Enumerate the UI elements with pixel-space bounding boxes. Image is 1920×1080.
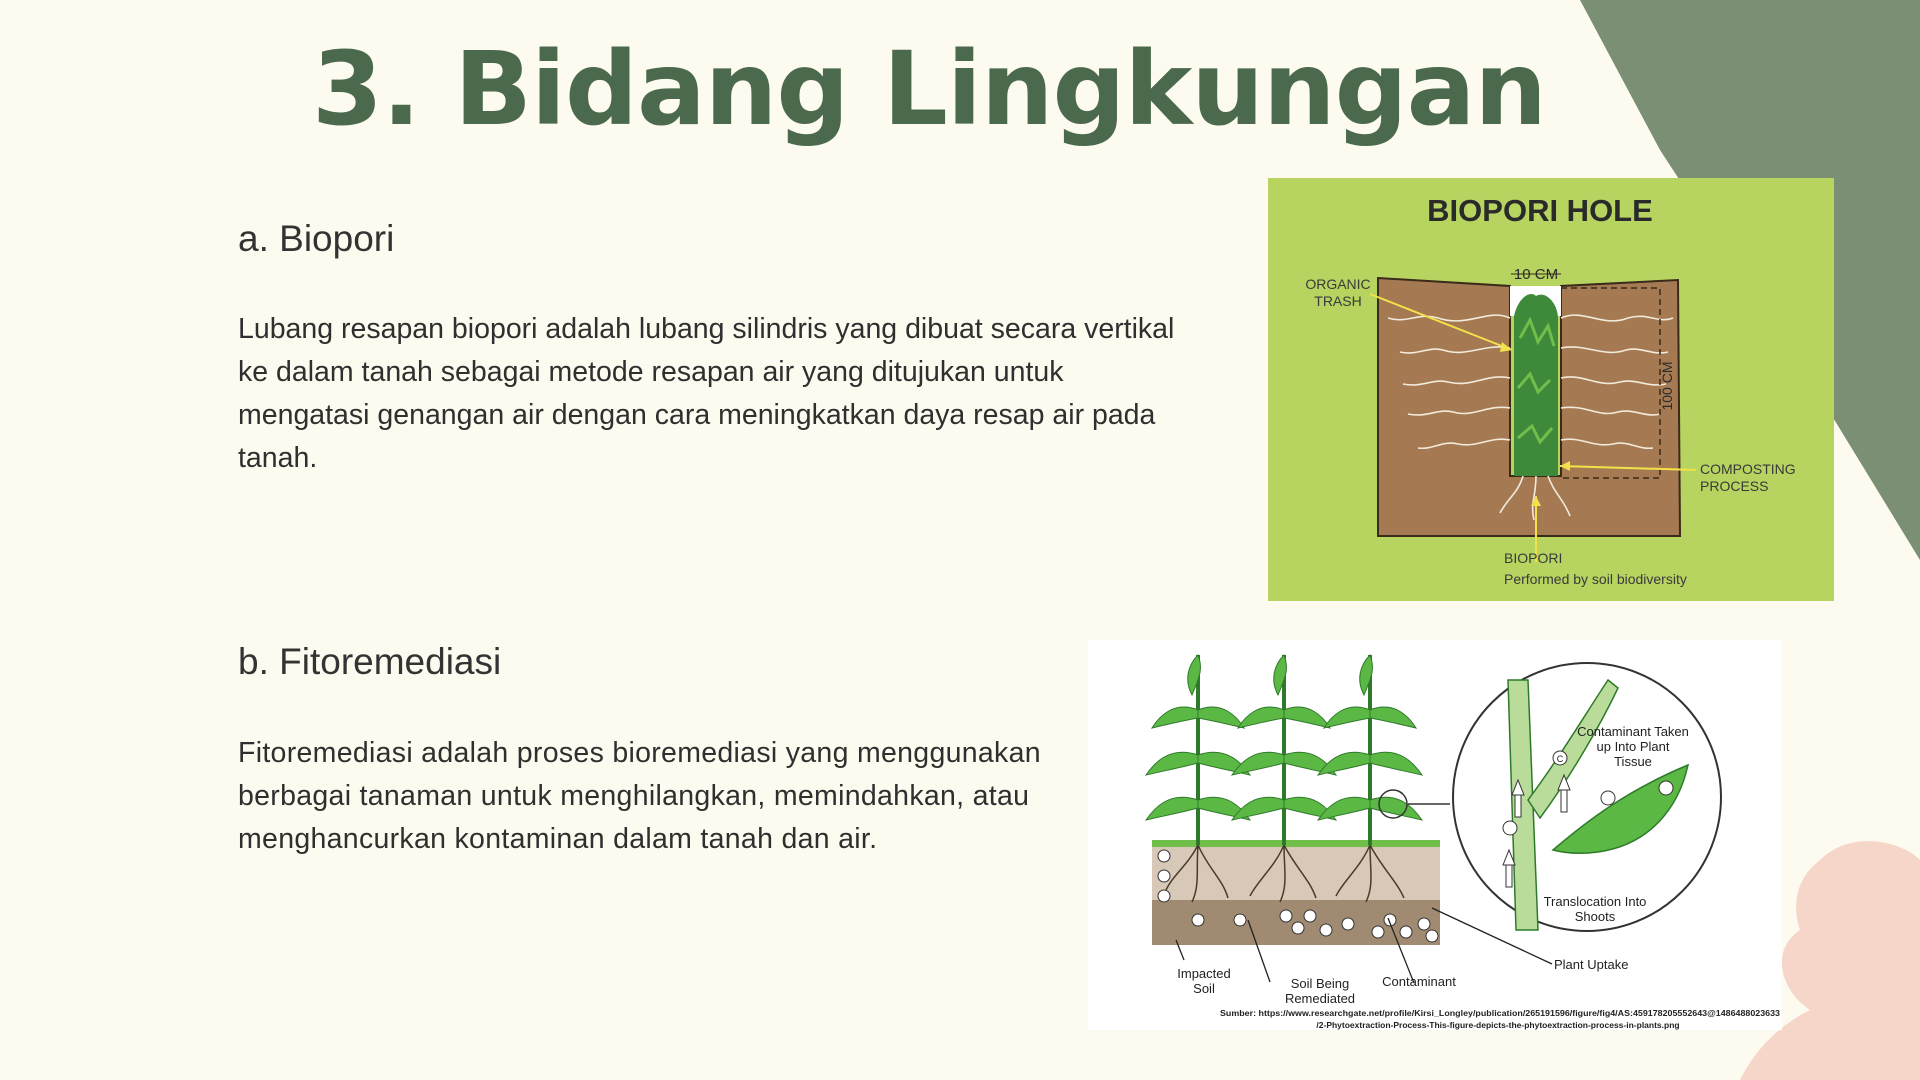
callout-line-3: Tissue <box>1614 754 1652 769</box>
soil-being-remediated-2: Remediated <box>1284 991 1356 1006</box>
section-heading-fitoremediasi: b. Fitoremediasi <box>238 641 502 682</box>
impacted-soil-label-1: Impacted <box>1177 966 1231 981</box>
translocation-line-1: Translocation Into <box>1543 894 1647 909</box>
biopori-label: BIOPORI <box>1504 550 1563 566</box>
organic-trash-label-1: ORGANIC <box>1305 276 1371 292</box>
composting-process-label-1: COMPOSTING <box>1700 461 1796 477</box>
depth-dimension-label: 100 CM <box>1659 361 1675 411</box>
contaminant-label: Contaminant <box>1382 974 1456 989</box>
slide-title: 3. Bidang Lingkungan <box>312 30 1547 149</box>
width-dimension-label: 10 CM <box>1513 266 1559 283</box>
callout-line-1: Contaminant Taken <box>1577 724 1689 739</box>
fitoremediasi-paragraph: Fitoremediasi adalah proses bioremediasi yang menggunakan berbagai tanaman untuk menghilangkan, memindahkan, atau menghancurkan kontaminan dalam tanah dan air. <box>238 737 1041 855</box>
biopori-paragraph: Lubang resapan biopori adalah lubang silindris yang dibuat secara vertikal ke dalam tanah sebagai metode resapan air yang ditujukan untuk mengatasi genangan air dengan cara meningkatkan daya resap air pada tanah. <box>238 313 1175 474</box>
source-line-1: Sumber: https://www.researchgate.net/profile/Kirsi_Longley/publication/265191596/figure/fig4/AS:459178205552643@1486488023633 <box>1220 1008 1781 1018</box>
contaminant-symbol: C <box>1556 754 1564 764</box>
soil-being-remediated-1: Soil Being <box>1290 976 1350 991</box>
biopori-figure-title: BIOPORI HOLE <box>1427 193 1653 228</box>
biopori-hole-figure <box>1268 178 1834 601</box>
composting-process-label-2: PROCESS <box>1700 478 1769 494</box>
phytoremediation-figure <box>1088 640 1782 1030</box>
callout-line-2: up Into Plant <box>1596 739 1670 754</box>
source-line-2: /2-Phytoextraction-Process-This-figure-depicts-the-phytoextraction-process-in-plants.png <box>1316 1020 1680 1030</box>
section-heading-biopori: a. Biopori <box>238 218 395 259</box>
biopori-caption: Performed by soil biodiversity <box>1504 571 1687 587</box>
impacted-soil-label-2: Soil <box>1193 981 1215 996</box>
translocation-line-2: Shoots <box>1574 909 1616 924</box>
organic-trash-label-2: TRASH <box>1314 293 1362 309</box>
plant-uptake-label: Plant Uptake <box>1554 957 1629 972</box>
